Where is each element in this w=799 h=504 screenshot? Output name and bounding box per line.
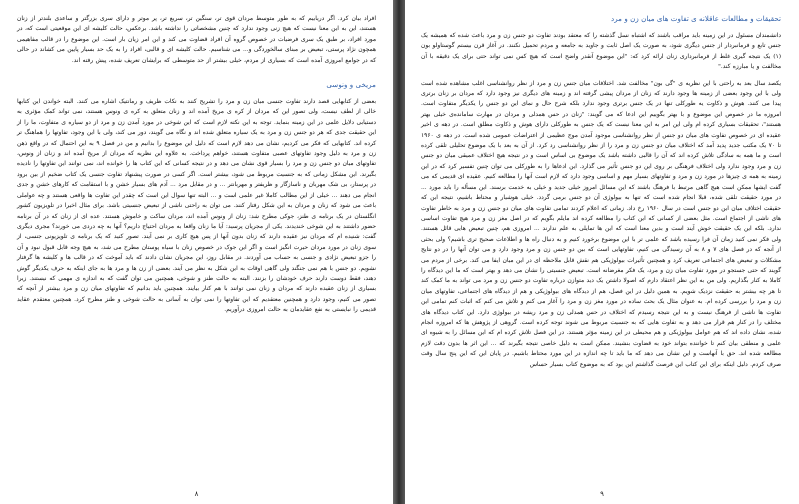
left-section-heading: مریخی و ونوسی: [326, 80, 376, 90]
right-page-number: ٩: [600, 490, 604, 498]
right-page: [405, 0, 799, 504]
left-page-number: ٨: [194, 490, 199, 498]
left-page: [0, 0, 393, 504]
right-paragraph-2: یکصد سال بعد به راحتی با این نظریه ی "گی بون" مخالفت شد. اختلافات میان جنس زن و مرد از نظر روانشناسی اغلب مشاهده شده است ولی با این وجود بعضی از زمینه ها وجود دارند که زنان از مردان پیشی گرفته اند و زمینه های دیگری نیز وجود دارد که مردان بر زنان برتری پیدا می کنند. هوش و ذکاوت یه طورکلی تنها در یک جنس برتری وجود ندارد بلکه شرح حال و نمای این دو جنس را یکدیگر متفاوت است. امروزه ما در خصوص این موضوع و با بهتر بگوییم این ادعا که می گویند: "زنان در حس همدلی و مردان در مهارت سامانده‌ی خیلی بهتر هستند"، تحقیقات بسیاری کرده ام ولی این امر به این معنا نیست که یک جنس به طورکلی دارای هوش و ذکاوت مطلق است. در دهه ی اخیر عقیده ای در خصوص تفاوت های میان دو جنس از نظر روانشناسی موجود آمدن موج عظیمی از اعتراضات عمومی شده است. در دهه ی ۱۹۶۰ تا ۷۰ یک مکتب جدید پدید آمد که اختلاف میان دو جنس زن و مرد را از نظر روانشناسی رد کرد. از آن به بعد با یک موضوع تحلیلی تلقی کرده است و ما همه به سادگی تلاش کرده اند که آن را قالبی داشته باشد یک موضوع بی اساس است و در نتیجه هیچ اختلاف عمیقی میان دو جنس زن و مرد وجود ندارد ولی اختلاف فرهنگی بر روی این دو جنس تأثیر می گذارد. این ادعاها را به طورکلی می توان چنین تفسیر کرد که در این زمینه به همه ی چیزها در مورد زن و مرد و تفاوتهای بسیار مهم و اساسی وجود دارد که لازم است آنها را مطالعه کنیم. عقیده ای قدیمی که می گفت ایشها ممکن است هیچ گاهی مرتبط با فرهنگ باشند که این مسائل امروز خیلی جدید و خیلی به خدمت برسند. این مسأله را باید مورد ... در مورد حقیقت تلقی شده، قبلا انجام شده است که تنها به بیولوژی آن دو جنس برمی گردد. خیلی هوشیار و محتاط باشیم، نتیجه این که حقیقت اختلاف میان این دو جنس است در سال ۱۹۶۰ رخ داد. زمانی که اعلام کردند تمامی تفاوت های میان دو جنس زن و مرد به خاطر تفاوت های ناشی از اجتماع است. مثل بعضی از کسانی که این کتاب را مطالعه کرده اند مایلم بگویم که در اصل مغز زن و مرد هیچ تفاوت اساسی ندارد. بلکه این یک حقیقت خوش آیند است و بدین معنا است که این ها تمایلی به علم ندارند ... امروزی هم، چنین تبعیض هایی قائل هستند. ولی فکر نمی کنید زمان آن فرا رسیده باشد که علمی تر با این موضوع برخورد کنیم و به دنبال راه ها و اطلاعات صحیح تری باشیم؟ ولی بحثی از آنجه که در فصل های ۷ و ۸ به آن رسیدگی می کنیم، تفاوتهایی است که بین دو جنس زن و مرد وجود دارد و می توان آنها را در دو نتایج مشکلات و تبعیض های اجتماعی تعریف کرد و همچنین تأثیرات بیولوژیکی هم نقش قابل ملاحظه ای در این میان ایفا می کند. برخی از مردم می گویند که حتی جستجو در مورد تفاوت میان زن و مرد، یک فکر مغرضانه است. تبعیض جنسیتی را نشان می دهد و بهتر است که ما این دیدگاه را کاملا به کنار بگذاریم. ولی من به این نظر اعتقاد دارم که اصولا داشتن یک دید متوازن درباره تفاوت دو جنس زن و مرد می تواند به ما کمک کند تا هر چه بیشتر به حقیقت نزدیک شویم. به همین دلیل در این فصل، هم از دیدگاه های بیولوژیکی و هم از دیدگاه های اجتماعی، تفاوتهای میان زن و مرد را بررسی کرده ام. به عنوان مثال یک بحث ساده در مورد مغز زن و مرد را آغاز می کنم و تلاش می کنم که اثبات کنم تمامی این تفاوت ها ناشی از فرهنگ نیست و به این نتیجه رسیدم که اختلاف در حس همدلی زن و مرد ریشه در بیولوژی دارد. این کتاب دیدگاه های مختلف را در کنار هم قرار می دهد و به تفاوت هایی که به جنسیت مربوط می شوند توجه کرده است. گروهی از پژوهش ها که امروزه انجام شده، نشان داده اند که هم عوامل بیولوژیکی و هم محیطی در این زمینه مؤثر هستند. در این فصل تلاش کرده ام که این مسائل را به شیوه ای علمی و منطقی بیان کنم تا خواننده بتواند خود به قضاوت بنشیند. ممکن است به دلیل خاصی نتیجه بگیرند که ... این اثر ها بدون دقت لازم مطالعه شده اند. حق با آنهاست و این نشان می دهد که ما باید تا چه اندازه در این مورد محتاط باشیم. در پایان این که این پنج سال وقت صرف کردم. دلیل اینکه برای این کتاب این فرصت گذاشتم این بود که به موضوع کتاب بسیار حساس: [421, 80, 781, 368]
right-section-heading: تحقیقات و مطالعات عاقلانه ی تفاوت های میان زن و مرد: [611, 14, 781, 23]
book-gutter: [393, 0, 405, 504]
right-paragraph-1: دانشمندان مسئول در این زمینه باید مراقب باشند که اشتباه نسل گذشته را که معتقد بودند تفاوت دو جنس زن و مرد باعث شده که همیشه یک جنس تابع و فرمانبردار از جنس دیگری شود، به صورت یک اصل ثابت و جاوید به جامعه و مردم تحمیل نکنند. در آغاز قرن بیستم گوستاولو بون (۱) یک نتیجه گیری غلط از فرمانبرداری زنان ارائه کرد که: "این موضوع آنقدر واضح است که هیچ کس نمی تواند حتی برای یک دقیقه با آن مخالفت و یا مبارزه کند.": [421, 33, 781, 71]
left-intro-paragraph: افراد بیان کرد. اگر دریابیم که به طور متوسط مردان قوی تر، سنگین تر، سریع تر، پر موتر و دارای سری بزرگتر و ساعدی بلندتر از زنان هستند، این به این معنا نیست که هیچ زنی وجود ندارد که چنین مشخصاتی را نداشته باشد. برعکس، حالت کلیشه ای این موقعیتی است که، در مورد افراد، بر طبق یک سری فرضیات در خصوص گروه آن افراد قضاوت می کند و این امر زیان بار است. این موضوع را در قالب مفاهیمی همچون نژاد پرستی، تبعیض بر مبنای سالخوردگی و... می شناسیم. حالت کلیشه ای و قالبی، افراد را به یک حد بسیار پایین می کشاند در حالی که در جوامع امروزی آمده است که بسیاری از مردم، خیلی بیشتر از حد متوسطی که برایشان تعریف شده، پیش رفته اند.: [17, 16, 376, 64]
left-body-paragraph: بعضی از کتابهایی قصد دارند تفاوت جنسی میان زن و مرد را تشریح کنند به نکات ظریف و رمانتیک اشاره می کنند. البته خواندن این کتابها خالی از لطف نیست، ولی تصور این که مردان از کره ی مریخ آمده اند و زنان متعلق به کره ی ونوس هستند، نمی تواند کمک مؤثری به دستیابی دلایل علمی در این زمینه بنماید. توجه به این نکته لازم است که این شوخی در مورد آمدن زن و مرد از دو سیاره ی متفاوت، ما را از این حقیقت جدی که هر دو جنس زن و مرد به یک سیاره متعلق شده اند و نگاه می گویند، دور می کند، ولی با این وجود، تفاوتها را هماهنگ تر کرده اند. کتابهایی که فکر می کردیم، نشان می دهد لازم است که دلیل این موضوع را بدانیم و من در فصل ۹ به این احتمال که در واقع ذهن زن و مرد به دلیل وجود تفاوتهای عصبی متفاوت هستند، خواهم پرداخت. به علاوه این نظریه که مردان از مریخ آمده اند و زنان از ونوس، تفاوتهای میان دو جنس زن و مرد را بسیار قوی نشان می دهد و در نتیجه کسانی که این کتاب ها را خوانده اند، نمی توانند این تفاوتها را نادیده بگیرند. این مشکل زمانی که به جنسیت مربوط می شود، بیشتر است. اگر کسی در صورت پیشنهاد تفاوت جنسی یک کتاب ضخیم از بین برود در پرستار، بی شک مهربان و ناسازگار و ظریفتر و مهربانتر ... و در مقابل مرد ... آدم های بسیار خشن و با استقامت که کارهای خشن و جدی انجام می دهند ... خیلی از این مطالب کاملا غیر علمی است و ... البته تنها سوال این است که چقدر این تفاوت ها واقعی هستند و چه عواملی باعث می شود که زنان و مردان به این شکل رفتار کنند. می توان به راحتی ناشی از تبعیض جنسیتی باشد. برای مثال اخیرا در تلویزیون کشور انگلستان در یک برنامه ی طنز، جوکی مطرح شد: زنان از ونوس آمده اند، مردان ساکت و خاموش هستند. عده ای از زنان که در آن برنامه حضور داشتند به این شوخی خندیدند. یکی از مجریان پرسید: آیا ما زنان واقعا به مردان احتیاج داریم؟ آنها به چه دردی می خورند؟ مجری دیگری گفت: شنیده ام که مردان نیز عقیده دارند که زنان بدون آنها از پس هیچ کاری بر نمی آیند. تصور کنید که یک برنامه ی تلویزیونی جنسی، از سوی زنان در مورد مردان حیرت انگیز است و اگر این جوک در خصوص زنان با سیاه پوستان مطرح می شد، به هیچ وجه قابل قبول نبود و آن را جزو تبعیض نژادی و جنسی به حساب می آوردند. در مقابل روز، این مجریان نشان دادند که باید آموخت که در قالب ها و کلیشه ها گرفتار نشویم. دو جنس با هم نمی جنگند ولی گاهی اوقات به این شکل به نظر می آیند. بعضی از زن ها و مرد ها به جای اینکه به حرف یکدیگر گوش دهند، فقط دوست دارند حرف خودشان را بزنند. البته به حالت طنز و شوخی، همچنین می توان گفت که به اندازه ی مهمی که نیستند. زیرا بسیاری از زنان عقیده دارند که مردان و زنان نمی توانند با هم کنار بیایند. همچنین باید بدانیم که تفاوتهای میان زن و مرد بیشتر از آنچه که تصور می کنیم، وجود دارد و همچنین معتقدیم که این تفاوتها را نمی توان به آسانی به حالت شوخی و طنز مطرح کرد. همچنین معتقدم عقاید قدیمی را نبایستی به نفع عقایدمان به حالت امروزی درآوریم.: [17, 99, 377, 314]
